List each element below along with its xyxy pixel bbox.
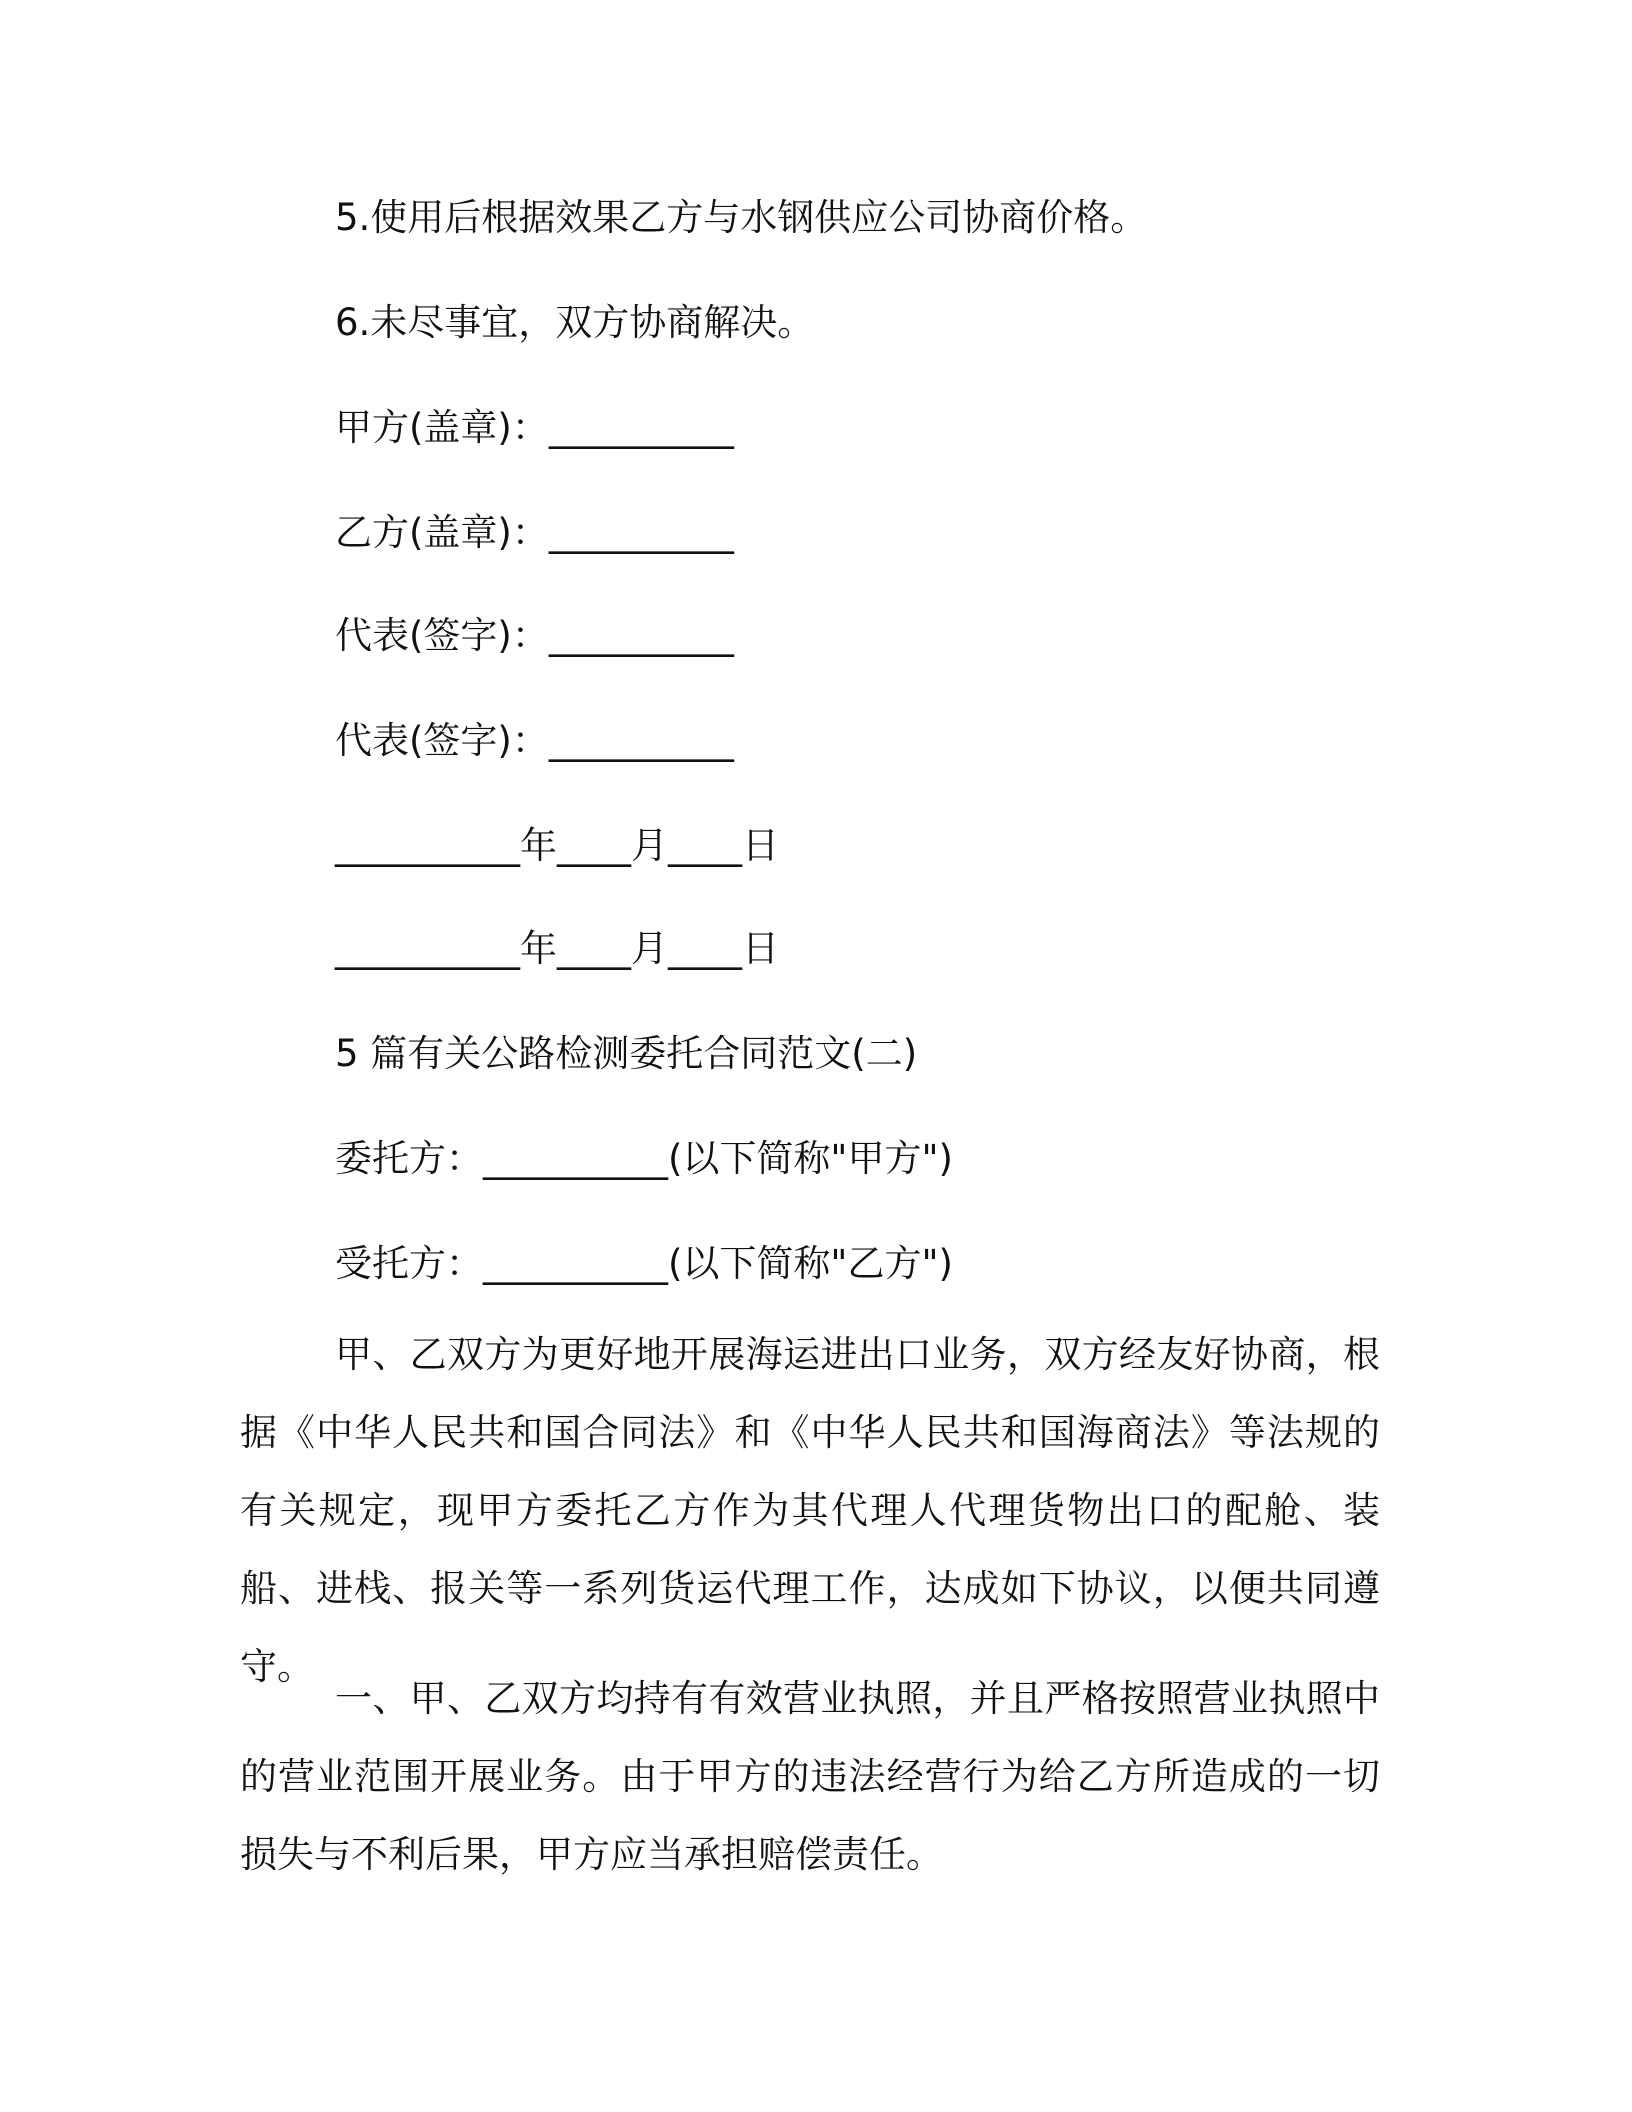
representative-signature-2: 代表(签字)：__________ [335, 719, 734, 762]
section-heading: 5 篇有关公路检测委托合同范文(二) [335, 1032, 918, 1075]
trustee-party: 受托方：__________(以下简称"乙方") [335, 1242, 953, 1285]
clause-5: 5.使用后根据效果乙方与水钢供应公司协商价格。 [335, 196, 1148, 239]
party-b-seal: 乙方(盖章)：__________ [335, 511, 734, 554]
party-a-seal: 甲方(盖章)：__________ [335, 406, 734, 449]
intro-paragraph: 甲、乙双方为更好地开展海运进出口业务，双方经友好协商，根据《中华人民共和国合同法》和《中华人民共和国海商法》等法规的有关规定，现甲方委托乙方作为其代理人代理货物出口的配舱、装船、进栈、报关等一系列货运代理工作，达成如下协议，以便共同遵守。 [240, 1333, 1380, 1688]
date-line-2: __________年____月____日 [335, 927, 779, 970]
date-line-1: __________年____月____日 [335, 824, 779, 867]
client-party: 委托方：__________(以下简称"甲方") [335, 1137, 953, 1180]
clause-6: 6.未尽事宜，双方协商解决。 [335, 301, 815, 344]
article-one-paragraph: 一、甲、乙双方均持有有效营业执照，并且严格按照营业执照中的营业范围开展业务。由于甲方的违法经营行为给乙方所造成的一切损失与不利后果，甲方应当承担赔偿责任。 [240, 1677, 1380, 1876]
representative-signature-1: 代表(签字)：__________ [335, 614, 734, 657]
